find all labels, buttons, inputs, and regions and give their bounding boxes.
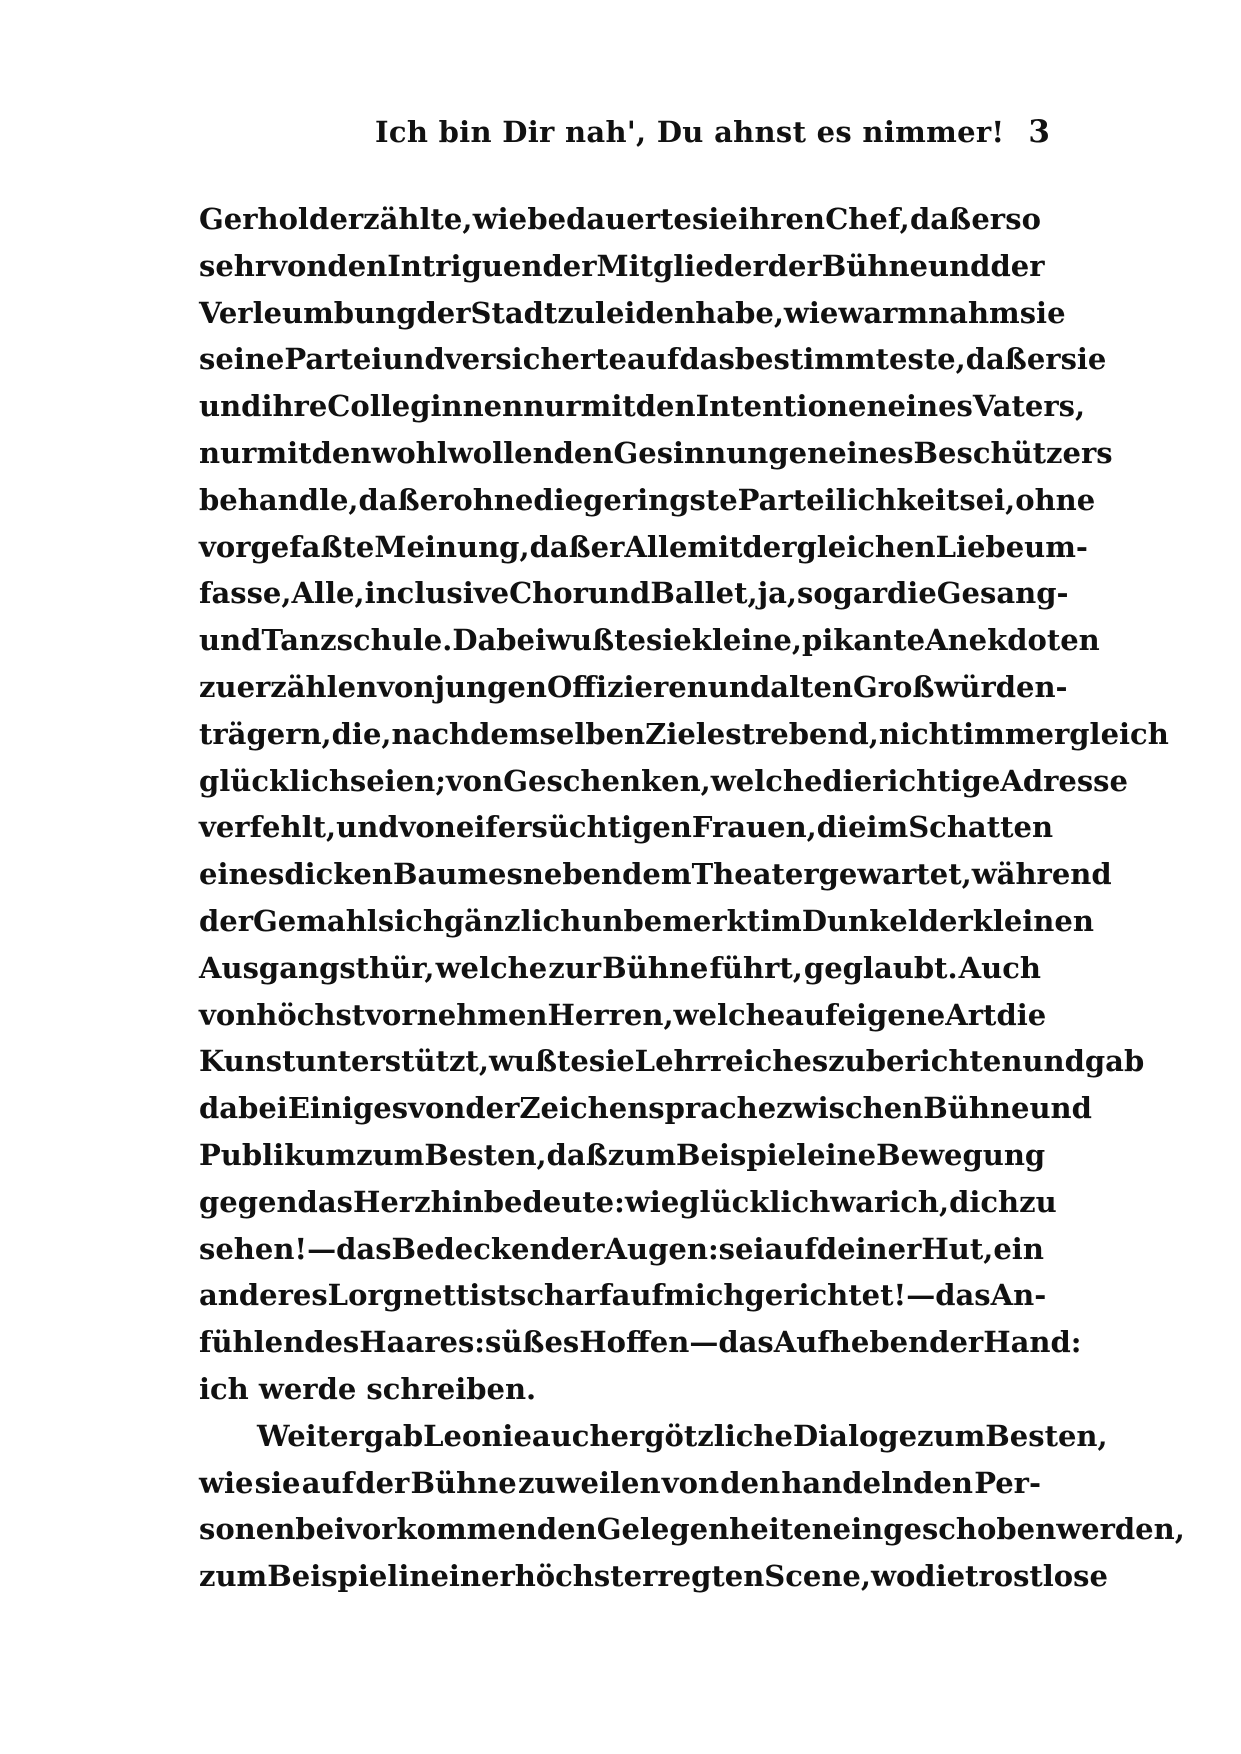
word: sei xyxy=(718,1231,765,1266)
word: Gesang- xyxy=(936,576,1069,611)
word: trägern, xyxy=(199,716,332,751)
word: Besten, xyxy=(985,1418,1108,1453)
word: Dabei xyxy=(452,623,547,658)
text-line xyxy=(199,1272,1047,1319)
word: sonen xyxy=(199,1512,296,1547)
word: eines xyxy=(887,389,973,424)
word: sei, xyxy=(959,482,1016,517)
text-line xyxy=(199,711,1169,758)
paragraph xyxy=(199,196,1169,1413)
word: An- xyxy=(990,1278,1047,1313)
word: mich xyxy=(664,1278,745,1313)
word: welche xyxy=(710,763,823,798)
word: Dialoge xyxy=(792,1418,918,1453)
text-line xyxy=(199,570,1069,617)
word: Bühne xyxy=(410,1465,517,1500)
word: Meinung, xyxy=(374,529,530,564)
word: Intriguen xyxy=(387,248,543,283)
word: strebend, xyxy=(725,716,879,751)
word: berichten xyxy=(865,1044,1023,1079)
word: von xyxy=(199,997,257,1032)
word: dich xyxy=(949,1184,1020,1219)
word: Zeichensprache xyxy=(519,1091,777,1126)
word: hin xyxy=(430,1184,484,1219)
word: während xyxy=(971,857,1112,892)
word: Herz xyxy=(352,1184,431,1219)
word: zum xyxy=(199,1559,268,1594)
word: Verleumbung xyxy=(199,295,417,330)
word: von xyxy=(408,1091,466,1126)
word: Alle, xyxy=(291,576,365,611)
word: er xyxy=(1026,342,1061,377)
word: kleinen xyxy=(972,903,1094,938)
word: Alle xyxy=(624,529,688,564)
word: Gesinnungen xyxy=(613,435,829,470)
text-line xyxy=(199,1553,1108,1600)
text-line xyxy=(199,1506,1185,1553)
word: mit xyxy=(580,389,636,424)
word: sie xyxy=(588,1044,635,1079)
word: Hoffen xyxy=(579,1325,690,1360)
text-line xyxy=(199,992,1047,1039)
word: Gemahl xyxy=(253,903,378,938)
word: einer xyxy=(430,1559,515,1594)
text-line xyxy=(199,290,1066,337)
text-line xyxy=(199,617,1100,664)
word: Weiter xyxy=(257,1418,364,1453)
word: handelnden xyxy=(781,1465,973,1500)
word: Colleginnen xyxy=(327,389,524,424)
word: demselben xyxy=(470,716,646,751)
word: gewartet, xyxy=(818,857,972,892)
word: inclusive xyxy=(364,576,510,611)
text-line xyxy=(199,1085,1092,1132)
word: sie xyxy=(254,1465,301,1500)
word: Vaters, xyxy=(972,389,1086,424)
word: fasse, xyxy=(199,576,292,611)
word: welche xyxy=(673,997,786,1032)
word: ergötzliche xyxy=(610,1418,793,1453)
page-number: 3 xyxy=(1028,114,1050,150)
word: Dunkel xyxy=(801,903,919,938)
word: erzählte, xyxy=(329,202,473,236)
word: Leonie xyxy=(423,1418,532,1453)
text-line xyxy=(199,1366,1041,1413)
word: fühlen xyxy=(199,1325,305,1360)
text-line xyxy=(199,945,1041,992)
word: Scene, xyxy=(764,1559,871,1594)
word: die xyxy=(915,1559,966,1594)
word: Frauen, xyxy=(691,810,817,845)
word: verfehlt, xyxy=(199,810,337,845)
text-line xyxy=(199,804,1054,851)
word: gegen xyxy=(199,1184,298,1219)
word: ich xyxy=(199,1371,249,1406)
word: ihren xyxy=(738,202,825,236)
word: das xyxy=(336,1231,392,1266)
word: und xyxy=(1029,1091,1092,1126)
word: Parteilichkeit xyxy=(737,482,960,517)
word: seien; xyxy=(349,763,446,798)
word: er xyxy=(971,202,1006,236)
word: ohne xyxy=(1015,482,1096,517)
word: erzählen xyxy=(236,669,378,704)
word: Bühne xyxy=(602,950,709,985)
word: sich xyxy=(377,903,444,938)
word: pikante xyxy=(801,623,926,658)
word: der xyxy=(416,295,471,330)
word: und xyxy=(199,623,262,658)
word: zum xyxy=(356,1137,425,1172)
word: sie xyxy=(692,202,738,236)
word: der xyxy=(767,248,822,283)
word: glücklich xyxy=(679,1184,831,1219)
word: sie xyxy=(645,623,692,658)
word: gänzlich xyxy=(443,903,582,938)
word: der xyxy=(918,903,973,938)
word: Schatten xyxy=(908,810,1054,845)
word: die xyxy=(533,482,584,517)
text-line xyxy=(199,383,1086,430)
word: Lorgnett xyxy=(327,1278,470,1313)
word: zu xyxy=(557,295,595,330)
text-line xyxy=(199,1319,1082,1366)
word: bedauerte xyxy=(527,202,692,236)
word: die xyxy=(822,763,873,798)
word: er xyxy=(419,482,454,517)
word: den xyxy=(311,435,372,470)
word: Stadt xyxy=(470,295,558,330)
word: bedeute: xyxy=(483,1184,625,1219)
word: war xyxy=(830,1184,890,1219)
word: Ziele xyxy=(645,716,726,751)
word: der xyxy=(355,1465,410,1500)
word: von xyxy=(377,669,435,704)
word: dem xyxy=(622,857,692,892)
word: zur xyxy=(548,950,602,985)
word: ein xyxy=(993,1231,1044,1266)
word: zuweilen xyxy=(518,1465,661,1500)
word: Gerhold xyxy=(199,202,330,236)
word: ist xyxy=(469,1278,511,1313)
word: süßes xyxy=(485,1325,580,1360)
word: Bewegung xyxy=(876,1137,1046,1172)
word: deiner xyxy=(816,1231,922,1266)
word: eingeschoben xyxy=(832,1512,1057,1547)
text-line xyxy=(199,758,1128,805)
word: den xyxy=(327,248,388,283)
paragraph xyxy=(199,1413,1185,1600)
word: Per- xyxy=(974,1465,1041,1500)
word: das xyxy=(679,342,735,377)
word: nach xyxy=(391,716,471,751)
word: schreiben. xyxy=(366,1371,537,1406)
word: gab xyxy=(1084,1044,1145,1079)
word: wie xyxy=(199,1465,254,1500)
word: bestimmteste, xyxy=(734,342,966,377)
word: nur xyxy=(523,389,581,424)
word: eigene xyxy=(837,997,946,1032)
word: eines xyxy=(828,435,914,470)
word: der xyxy=(990,248,1045,283)
word: auf xyxy=(301,1465,355,1500)
text-line xyxy=(199,851,1112,898)
word: Auch xyxy=(958,950,1041,985)
word: Theater xyxy=(691,857,819,892)
word: Publikum xyxy=(199,1137,357,1172)
word: Anekdoten xyxy=(925,623,1100,658)
word: — xyxy=(689,1325,719,1360)
text-line xyxy=(199,430,1113,477)
word: alten xyxy=(770,669,853,704)
word: mit xyxy=(256,435,312,470)
word: und xyxy=(382,342,445,377)
word: ja, xyxy=(757,576,797,611)
word: das xyxy=(935,1278,991,1313)
word: behandle, xyxy=(199,482,359,517)
word: Partei xyxy=(284,342,383,377)
word: den xyxy=(635,389,696,424)
word: Einiges xyxy=(287,1091,409,1126)
word: nur xyxy=(199,435,257,470)
word: dabei xyxy=(199,1091,288,1126)
word: welche xyxy=(435,950,548,985)
word: sie xyxy=(1019,295,1066,330)
text-line xyxy=(199,196,1041,243)
word: unterstützt, xyxy=(295,1044,489,1079)
word: Haares: xyxy=(359,1325,486,1360)
word: neben xyxy=(522,857,623,892)
word: im xyxy=(866,810,909,845)
word: zu xyxy=(1019,1184,1057,1219)
word: Beispiel xyxy=(267,1559,399,1594)
word: daß xyxy=(909,202,972,236)
word: Liebe xyxy=(935,529,1025,564)
word: daß xyxy=(965,342,1027,377)
word: erregten xyxy=(623,1559,765,1594)
word: sie xyxy=(1060,342,1107,377)
word: zwischen xyxy=(776,1091,924,1126)
word: mit xyxy=(687,529,743,564)
word: zum xyxy=(607,1137,677,1172)
word: der xyxy=(199,903,254,938)
text-line xyxy=(199,1132,1046,1179)
text-line xyxy=(199,664,1068,711)
word: Beschützers xyxy=(913,435,1113,470)
word: Herren, xyxy=(547,997,674,1032)
word: Aufheben xyxy=(773,1325,930,1360)
word: Lehrreiches xyxy=(634,1044,829,1079)
word: auch xyxy=(531,1418,611,1453)
word: um- xyxy=(1024,529,1088,564)
word: der xyxy=(465,1091,520,1126)
word: von xyxy=(398,810,456,845)
word: wußte xyxy=(488,1044,589,1079)
word: das xyxy=(718,1325,774,1360)
word: Chor xyxy=(509,576,588,611)
word: unbemerkt xyxy=(581,903,761,938)
word: so xyxy=(1005,202,1041,236)
word: vorgefaßte xyxy=(199,529,375,564)
text-line xyxy=(199,898,1094,945)
word: daß xyxy=(546,1137,608,1172)
word: er xyxy=(590,529,625,564)
word: Bedecken xyxy=(391,1231,551,1266)
word: Hand: xyxy=(983,1325,1082,1360)
word: eine xyxy=(807,1137,877,1172)
word: die xyxy=(816,810,867,845)
word: immer xyxy=(963,716,1070,751)
word: auf xyxy=(611,1278,665,1313)
word: das xyxy=(297,1184,353,1219)
word: habe, xyxy=(695,295,784,330)
word: in xyxy=(398,1559,431,1594)
text-line xyxy=(199,1038,1145,1085)
word: sehr xyxy=(199,248,271,283)
word: trostlose xyxy=(965,1559,1108,1594)
word: der xyxy=(929,1325,984,1360)
text-line xyxy=(199,1226,1044,1273)
word: — xyxy=(906,1278,936,1313)
word: eines xyxy=(199,857,285,892)
word: den xyxy=(720,1465,781,1500)
word: wie xyxy=(783,295,839,330)
word: Hut, xyxy=(921,1231,994,1266)
word: Baumes xyxy=(392,857,523,892)
word: Mitglieder xyxy=(596,248,768,283)
word: wohlwollenden xyxy=(371,435,614,470)
word: kleine, xyxy=(691,623,802,658)
word: sehen! xyxy=(199,1231,308,1266)
word: vorkommenden xyxy=(345,1512,597,1547)
word: führt, xyxy=(709,950,803,985)
word: Adresse xyxy=(1000,763,1128,798)
word: und xyxy=(587,576,651,611)
word: sogar xyxy=(797,576,888,611)
text-line xyxy=(199,1413,1108,1460)
word: werden, xyxy=(1056,1512,1185,1547)
word: Tanzschule. xyxy=(261,623,453,658)
word: und xyxy=(199,389,262,424)
word: und xyxy=(707,669,771,704)
word: wo xyxy=(870,1559,916,1594)
word: zu xyxy=(828,1044,866,1079)
word: glücklich xyxy=(199,763,350,798)
word: Ballet, xyxy=(650,576,758,611)
word: vornehmen xyxy=(365,997,548,1032)
word: Großwürden- xyxy=(853,669,1068,704)
word: nahm xyxy=(928,295,1020,330)
word: warm xyxy=(838,295,929,330)
word: gab xyxy=(363,1418,424,1453)
word: versicherte xyxy=(444,342,628,377)
word: eifersüchtigen xyxy=(455,810,692,845)
word: jungen xyxy=(434,669,547,704)
word: Offizieren xyxy=(546,669,708,704)
word: auf xyxy=(627,342,680,377)
word: der xyxy=(742,529,797,564)
word: Besten, xyxy=(424,1137,547,1172)
word: anderes xyxy=(199,1278,328,1313)
word: Kunst xyxy=(199,1044,296,1079)
word: richtige xyxy=(872,763,1001,798)
word: dicken xyxy=(284,857,393,892)
word: und xyxy=(336,810,399,845)
word: von xyxy=(445,763,504,798)
word: der xyxy=(542,248,597,283)
word: Intentionen xyxy=(695,389,888,424)
word: werde xyxy=(258,1371,357,1406)
word: Beispiel xyxy=(676,1137,808,1172)
word: gerichtet! xyxy=(744,1278,907,1313)
word: und xyxy=(1022,1044,1085,1079)
word: und xyxy=(928,248,991,283)
text-line xyxy=(199,1460,1041,1507)
word: wußte xyxy=(546,623,646,658)
word: höchst xyxy=(514,1559,624,1594)
word: Augen: xyxy=(604,1231,719,1266)
word: leiden xyxy=(594,295,696,330)
text-line xyxy=(199,524,1088,571)
word: gleich xyxy=(1069,716,1169,751)
word: ihre xyxy=(261,389,328,424)
word: Art xyxy=(945,997,997,1032)
word: wie xyxy=(624,1184,680,1219)
word: nicht xyxy=(878,716,964,751)
word: scharf xyxy=(510,1278,612,1313)
word: ich, xyxy=(889,1184,950,1219)
word: im xyxy=(760,903,802,938)
word: Bühne xyxy=(923,1091,1030,1126)
word: die xyxy=(887,576,937,611)
word: zum xyxy=(917,1418,986,1453)
word: geringste xyxy=(583,482,738,517)
word: Chef, xyxy=(825,202,910,236)
word: von xyxy=(270,248,328,283)
word: höchst xyxy=(256,997,366,1032)
word: zu xyxy=(199,669,237,704)
word: Ausgangsthür, xyxy=(199,950,435,985)
text-line xyxy=(199,1179,1057,1226)
word: Bühne xyxy=(821,248,929,283)
word: auf xyxy=(785,997,838,1032)
word: Gelegenheiten xyxy=(596,1512,833,1547)
word: daß xyxy=(529,529,591,564)
word: von xyxy=(661,1465,720,1500)
word: — xyxy=(307,1231,337,1266)
word: ohne xyxy=(453,482,534,517)
body-text xyxy=(199,196,1185,1600)
word: wie xyxy=(472,202,528,236)
text-line xyxy=(199,336,1107,383)
word: des xyxy=(304,1325,360,1360)
word: die, xyxy=(331,716,392,751)
word: bei xyxy=(295,1512,346,1547)
word: seine xyxy=(199,342,285,377)
word: gleichen xyxy=(796,529,936,564)
word: daß xyxy=(358,482,420,517)
word: Geschenken, xyxy=(503,763,711,798)
text-line xyxy=(199,243,1045,290)
word: der xyxy=(550,1231,605,1266)
running-title: Ich bin Dir nah', Du ahnst es nimmer! xyxy=(375,115,1005,149)
text-line xyxy=(199,477,1096,524)
word: die xyxy=(996,997,1047,1032)
word: geglaubt. xyxy=(803,950,958,985)
word: auf xyxy=(764,1231,817,1266)
